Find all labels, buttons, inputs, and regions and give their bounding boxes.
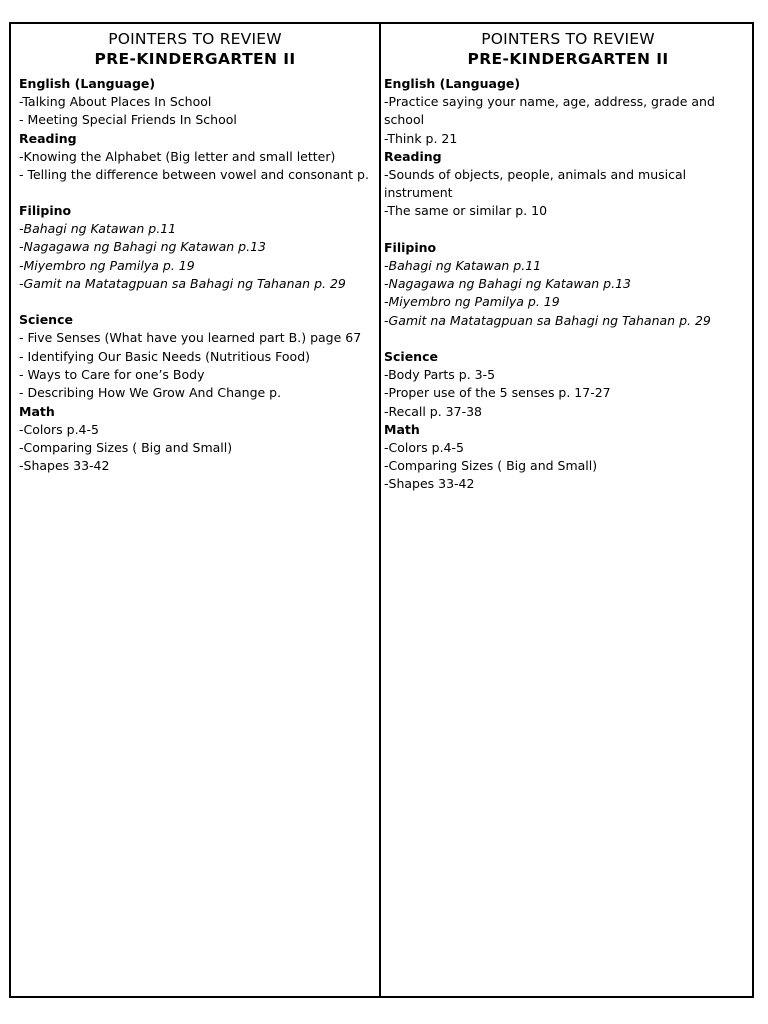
left-filipino-item: -Bahagi ng Katawan p.11	[19, 221, 177, 237]
right-filipino-title: Filipino	[384, 239, 437, 255]
left-science-item: - Five Senses (What have you learned part B.) page 67	[19, 330, 362, 346]
right-reading-title: Reading	[384, 148, 442, 164]
left-math-item: -Colors p.4-5	[19, 421, 99, 437]
left-science-title: Science	[19, 312, 73, 328]
right-filipino-item: -Nagagawa ng Bahagi ng Katawan p.13	[384, 276, 631, 292]
left-reading-item: -Knowing the Alphabet (Big letter and small letter)	[19, 148, 336, 164]
right-english-item: -Practice saying your name, age, address, grade and school	[384, 94, 715, 128]
left-filipino-item: -Nagagawa ng Bahagi ng Katawan p.13	[19, 239, 266, 255]
right-filipino-item: -Miyembro ng Pamilya p. 19	[384, 294, 560, 310]
left-english-item: - Meeting Special Friends In School	[19, 112, 237, 128]
left-science-item: - Ways to Care for one’s Body	[19, 366, 205, 382]
left-english-item: -Talking About Places In School	[19, 94, 212, 109]
right-science-item: -Body Parts p. 3-5	[384, 366, 496, 382]
left-math-item: -Comparing Sizes ( Big and Small)	[19, 439, 233, 455]
left-science-item: - Identifying Our Basic Needs (Nutritious Food)	[19, 348, 311, 364]
right-english-item: -Think p. 21	[384, 130, 458, 146]
left-math-title: Math	[19, 403, 55, 419]
right-science-item: -Proper use of the 5 senses p. 17-27	[384, 385, 611, 401]
right-math-title: Math	[384, 421, 420, 437]
right-science-item: -Recall p. 37-38	[384, 403, 482, 419]
left-filipino-item: -Miyembro ng Pamilya p. 19	[19, 257, 195, 273]
left-filipino-item: -Gamit na Matatagpuan sa Bahagi ng Tahanan p. 29	[19, 276, 346, 292]
left-reading-item: - Telling the difference between vowel and consonant p.	[19, 166, 369, 182]
left-subheading: PRE-KINDERGARTEN II	[94, 50, 296, 68]
right-filipino-item: -Gamit na Matatagpuan sa Bahagi ng Tahanan p. 29	[384, 312, 711, 328]
right-reading-item: -Sounds of objects, people, animals and musical instrument	[384, 166, 687, 201]
left-column	[11, 24, 381, 996]
right-reading-item: -The same or similar p. 10	[384, 203, 548, 219]
left-english-title: English (Language)	[19, 76, 156, 91]
left-science-item: - Describing How We Grow And Change p.	[19, 385, 282, 401]
review-sheet	[9, 22, 754, 998]
right-filipino-item: -Bahagi ng Katawan p.11	[384, 257, 542, 273]
right-math-item: -Comparing Sizes ( Big and Small)	[384, 458, 598, 474]
right-heading: POINTERS TO REVIEW	[481, 30, 655, 48]
right-science-title: Science	[384, 348, 438, 364]
right-column	[381, 24, 752, 996]
left-math-item: -Shapes 33-42	[19, 458, 110, 474]
left-reading-title: Reading	[19, 130, 77, 146]
right-subheading: PRE-KINDERGARTEN II	[467, 50, 669, 68]
left-heading: POINTERS TO REVIEW	[108, 30, 282, 48]
right-math-item: -Shapes 33-42	[384, 476, 475, 492]
left-filipino-title: Filipino	[19, 203, 72, 219]
right-english-title: English (Language)	[384, 76, 521, 91]
right-math-item: -Colors p.4-5	[384, 439, 464, 455]
